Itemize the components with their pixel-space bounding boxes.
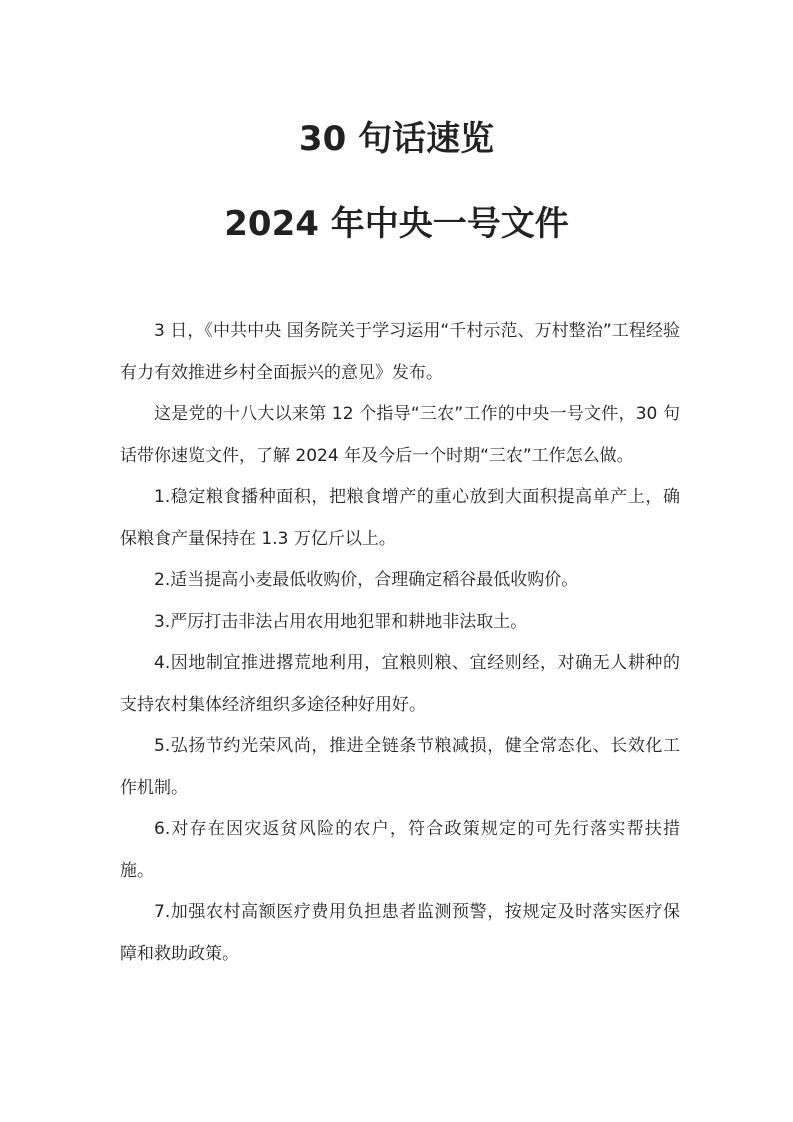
paragraph-overview: 这是党的十八大以来第 12 个指导“三农”工作的中央一号文件，30 句话带你速览文件，了解 2024 年及今后一个时期“三农”工作怎么做。 bbox=[120, 404, 680, 466]
document-title-line-1: 30 句话速览 bbox=[298, 119, 495, 159]
document-body bbox=[120, 311, 680, 975]
paragraph-intro: 3 日，《中共中央 国务院关于学习运用“千村示范、万村整治”工程经验有力有效推进乡村全面振兴的意见》发布。 bbox=[120, 321, 680, 383]
document-title-line-2: 2024 年中央一号文件 bbox=[224, 204, 569, 244]
paragraph-item-4: 4.因地制宜推进撂荒地利用，宜粮则粮、宜经则经，对确无人耕种的支持农村集体经济组织多途径种好用好。 bbox=[120, 653, 680, 715]
paragraph-item-3: 3.严厉打击非法占用农用地犯罪和耕地非法取土。 bbox=[154, 611, 528, 632]
paragraph-item-6: 6.对存在因灾返贫风险的农户，符合政策规定的可先行落实帮扶措施。 bbox=[120, 819, 680, 881]
paragraph-item-1: 1.稳定粮食播种面积，把粮食增产的重心放到大面积提高单产上，确保粮食产量保持在 1.3 万亿斤以上。 bbox=[120, 487, 680, 549]
paragraph-item-2: 2.适当提高小麦最低收购价，合理确定稻谷最低收购价。 bbox=[154, 570, 579, 590]
paragraph-item-5: 5.弘扬节约光荣风尚，推进全链条节粮减损，健全常态化、长效化工作机制。 bbox=[120, 736, 680, 798]
paragraph-item-7: 7.加强农村高额医疗费用负担患者监测预警，按规定及时落实医疗保障和救助政策。 bbox=[120, 902, 680, 964]
